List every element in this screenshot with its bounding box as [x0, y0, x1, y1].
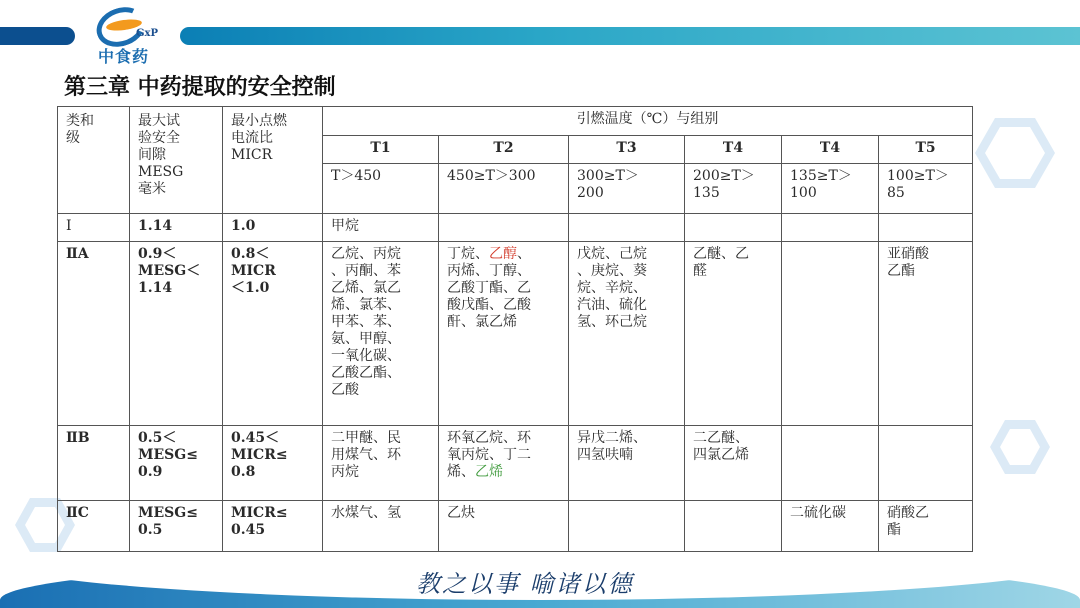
t4-cell: 二乙醚、 四氯乙烯 — [685, 426, 782, 501]
t2-cell — [439, 501, 569, 552]
group-cell: T1 — [323, 136, 439, 164]
logo-brand-text: 中食药 — [98, 47, 150, 66]
footer-motto: 教之以事 喻诸以德 — [416, 570, 634, 598]
group-cell: T5 — [879, 136, 973, 164]
range-cell: 450≥T＞300 — [439, 164, 569, 214]
t3-cell — [569, 501, 685, 552]
logo-sub-text: GxP — [136, 28, 159, 39]
page-title: 第三章 中药提取的安全控制 — [64, 75, 336, 100]
class-cell: ⅡC — [58, 501, 130, 552]
class-cell: Ⅰ — [58, 214, 130, 242]
group-cell: T3 — [569, 136, 685, 164]
t2-text-rest: 、 丙烯、丁醇、 乙酸丁酯、乙 酸戊酯、乙酸 酐、氯乙烯 — [447, 246, 531, 330]
header-micr: 最小点燃 电流比 MICR — [223, 107, 323, 214]
t4-cell — [782, 214, 879, 242]
explosion-group-table — [57, 106, 972, 552]
header-bar-right — [180, 27, 1080, 45]
t4-cell: 乙醚、乙 醛 — [685, 242, 782, 426]
t1-cell: 乙烷、丙烷 、丙酮、苯 乙烯、氯乙 烯、氯苯、 甲苯、苯、 氨、甲醇、 一氧化碳、 乙酸乙酯、 乙酸 — [323, 242, 439, 426]
class-cell: ⅡB — [58, 426, 130, 501]
range-cell: 100≥T＞ 85 — [879, 164, 973, 214]
t5-cell: 亚硝酸 乙酯 — [879, 242, 973, 426]
range-cell: T＞450 — [323, 164, 439, 214]
range-cell: 200≥T＞ 135 — [685, 164, 782, 214]
table-row — [58, 242, 973, 426]
header-mesg: 最大试 验安全 间隙 MESG 毫米 — [130, 107, 223, 214]
t3-cell: 异戊二烯、 四氢呋喃 — [569, 426, 685, 501]
brand-logo — [92, 6, 172, 64]
group-cell: T4 — [782, 136, 879, 164]
t2-text: 乙炔 — [447, 505, 475, 521]
t2-text: 丁烷、 — [447, 246, 489, 262]
header-bar-left — [0, 27, 75, 45]
t5-cell — [879, 426, 973, 501]
micr-cell: 0.8＜MICR ＜1.0 — [223, 242, 323, 426]
mesg-cell: 0.5＜ MESG≤ 0.9 — [130, 426, 223, 501]
t2-highlight-green: 乙烯 — [475, 464, 503, 480]
t3-cell: 戊烷、己烷 、庚烷、葵 烷、辛烷、 汽油、硫化 氢、环己烷 — [569, 242, 685, 426]
t4-cell — [685, 501, 782, 552]
header-ignition-temp: 引燃温度（℃）与组别 — [323, 107, 973, 136]
micr-cell: MICR≤ 0.45 — [223, 501, 323, 552]
header-class-level: 类和 级 — [58, 107, 130, 214]
t2-highlight-red: 乙醇 — [489, 246, 517, 262]
table-row — [58, 426, 973, 501]
t4-cell — [782, 426, 879, 501]
t4-cell: 二硫化碳 — [782, 501, 879, 552]
range-cell: 300≥T＞ 200 — [569, 164, 685, 214]
t4-cell — [685, 214, 782, 242]
table-header-row — [58, 107, 973, 136]
t2-text: 环氧乙烷、环 氧丙烷、丁二 烯、 — [447, 430, 531, 480]
group-cell: T4 — [685, 136, 782, 164]
t3-cell — [569, 214, 685, 242]
t5-cell — [879, 214, 973, 242]
mesg-cell: 1.14 — [130, 214, 223, 242]
micr-cell: 1.0 — [223, 214, 323, 242]
range-cell: 135≥T＞ 100 — [782, 164, 879, 214]
t2-cell — [439, 214, 569, 242]
t1-cell: 甲烷 — [323, 214, 439, 242]
table-row — [58, 214, 973, 242]
t1-cell: 二甲醚、民 用煤气、环 丙烷 — [323, 426, 439, 501]
t4-cell — [782, 242, 879, 426]
mesg-cell: 0.9＜ MESG＜ 1.14 — [130, 242, 223, 426]
t2-cell — [439, 426, 569, 501]
t2-cell — [439, 242, 569, 426]
hexagon-decoration-icon — [990, 420, 1050, 474]
table-row — [58, 501, 973, 552]
t5-cell: 硝酸乙 酯 — [879, 501, 973, 552]
t1-cell: 水煤气、氢 — [323, 501, 439, 552]
hexagon-decoration-icon — [975, 118, 1055, 188]
class-cell: ⅡA — [58, 242, 130, 426]
mesg-cell: MESG≤ 0.5 — [130, 501, 223, 552]
micr-cell: 0.45＜ MICR≤ 0.8 — [223, 426, 323, 501]
group-cell: T2 — [439, 136, 569, 164]
